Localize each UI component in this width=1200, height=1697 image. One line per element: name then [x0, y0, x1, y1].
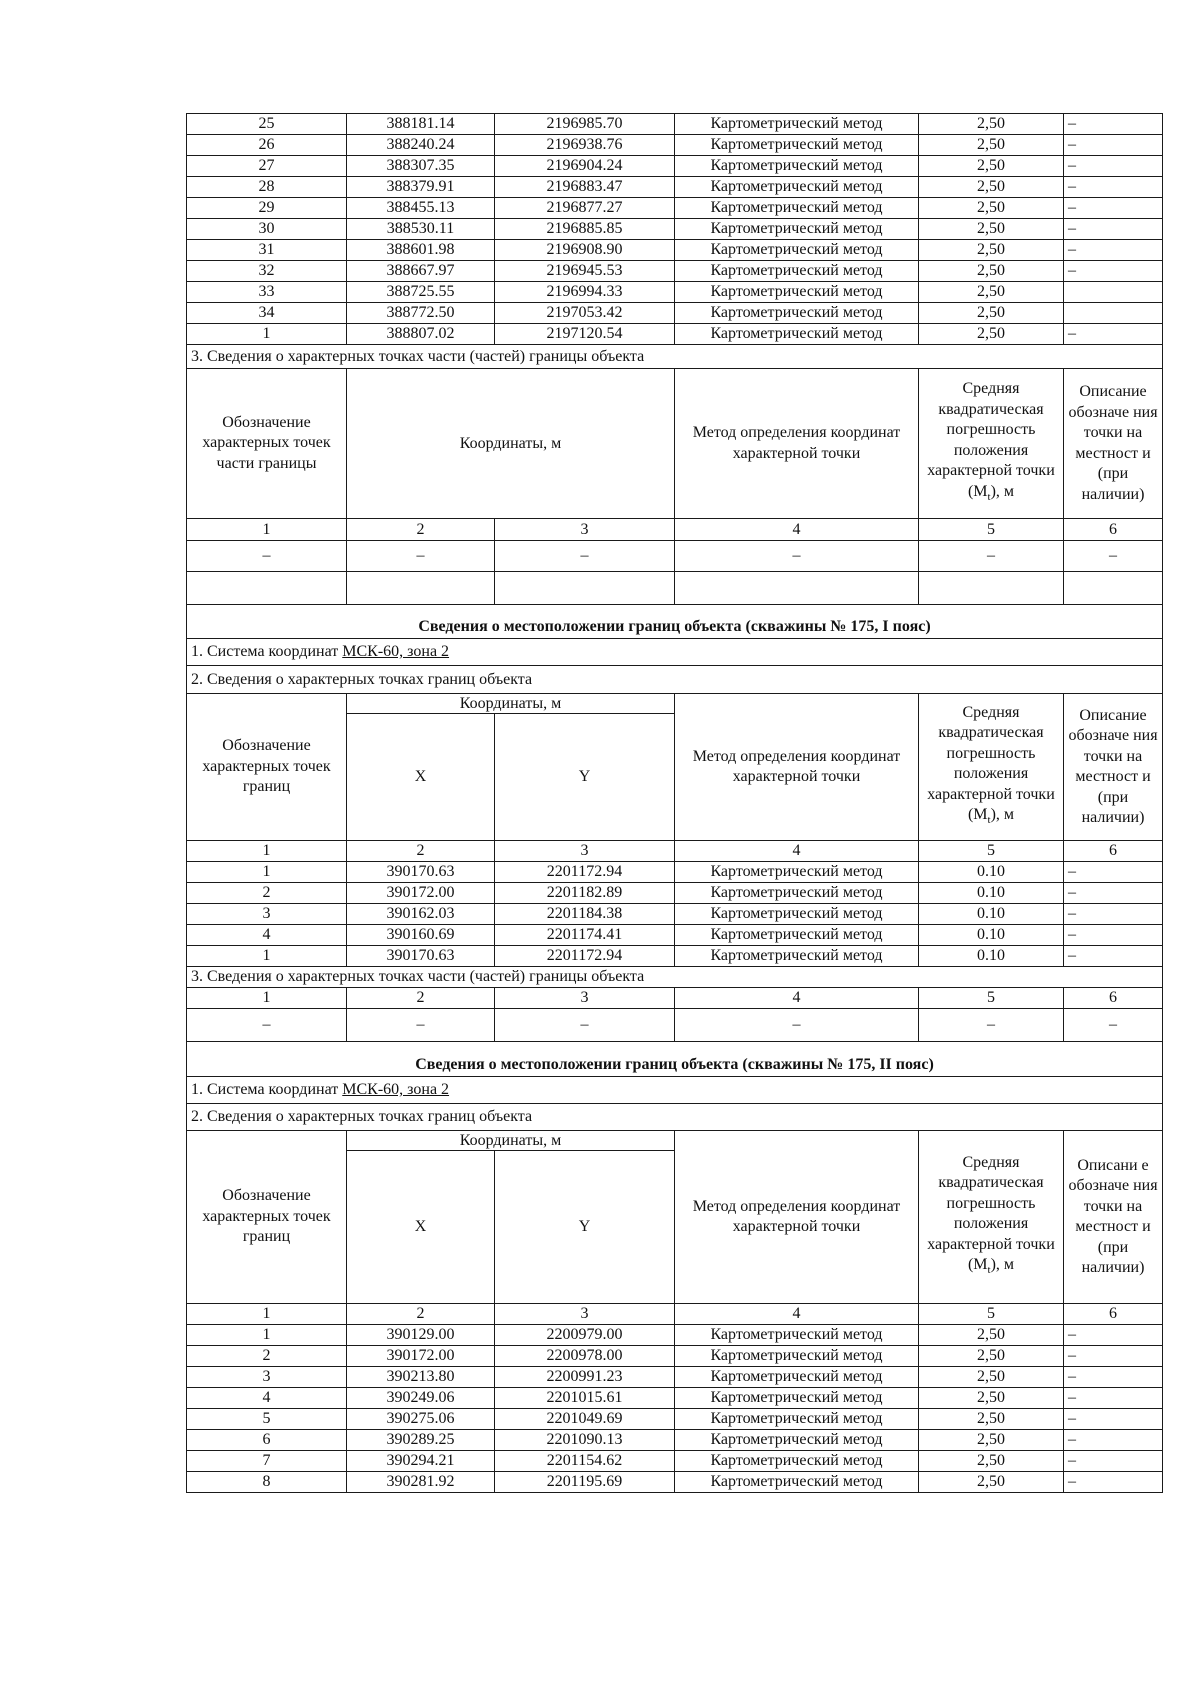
method: Картометрический метод [675, 240, 919, 261]
point-row [187, 324, 1163, 345]
column-number: 3 [495, 1304, 675, 1325]
empty-cell [1064, 572, 1163, 605]
point-number: 2 [187, 1346, 347, 1367]
accuracy-subscript: t [987, 814, 991, 827]
method: Картометрический метод [675, 1409, 919, 1430]
coord-y: 2201182.89 [495, 883, 675, 904]
point-row [187, 1472, 1163, 1493]
point-row [187, 925, 1163, 946]
point-number: 2 [187, 883, 347, 904]
method: Картометрический метод [675, 198, 919, 219]
document-sheet [186, 113, 1162, 1493]
coord-y: 2201174.41 [495, 925, 675, 946]
method-header: Метод определения координат характерной точки [675, 1131, 919, 1304]
point-row [187, 219, 1163, 240]
column-number-row [187, 1304, 1163, 1325]
description: – [1064, 240, 1163, 261]
points-heading: 2. Сведения о характерных точках границ объекта [187, 666, 1163, 694]
description-header: Описание обозначе ния точки на местност и (при наличии) [1064, 694, 1163, 841]
coord-system-value: МСК-60, зона 2 [342, 643, 450, 660]
coord-x: 390213.80 [347, 1367, 495, 1388]
point-row [187, 198, 1163, 219]
method: Картометрический метод [675, 324, 919, 345]
column-number: 1 [187, 988, 347, 1009]
coord-x: 388725.55 [347, 282, 495, 303]
points-heading: 2. Сведения о характерных точках границ объекта [187, 1104, 1163, 1131]
column-number: 2 [347, 988, 495, 1009]
accuracy: 0.10 [919, 925, 1064, 946]
accuracy-header [919, 369, 1064, 519]
point-row [187, 240, 1163, 261]
points-heading [187, 666, 1163, 694]
coord-system-label: 1. Система координат [191, 643, 343, 660]
coord-x: 390281.92 [347, 1472, 495, 1493]
coord-x: 388307.35 [347, 156, 495, 177]
column-number: 6 [1064, 1304, 1163, 1325]
accuracy: 2,50 [919, 282, 1064, 303]
dash-cell: – [919, 1009, 1064, 1042]
accuracy-header [919, 694, 1064, 841]
coord-x: 388181.14 [347, 114, 495, 135]
dash-cell: – [675, 1009, 919, 1042]
accuracy-header-text: Средняя квадратическая погрешность положения характерной точки (M [927, 1153, 1055, 1274]
accuracy: 2,50 [919, 177, 1064, 198]
section-title: Сведения о местоположении границ объекта (скважины № 175, II пояс) [187, 1042, 1163, 1077]
description: – [1064, 114, 1163, 135]
description: – [1064, 1367, 1163, 1388]
method: Картометрический метод [675, 1388, 919, 1409]
parts-heading: 3. Сведения о характерных точках части (частей) границы объекта [187, 967, 1163, 988]
point-number: 30 [187, 219, 347, 240]
coord-x: 388379.91 [347, 177, 495, 198]
coord-y: 2196885.85 [495, 219, 675, 240]
column-number: 6 [1064, 841, 1163, 862]
description: – [1064, 1430, 1163, 1451]
coord-system [187, 639, 1163, 666]
coord-x: 388772.50 [347, 303, 495, 324]
method: Картометрический метод [675, 883, 919, 904]
point-number: 3 [187, 904, 347, 925]
coord-system [187, 1077, 1163, 1104]
empty-dash-row [187, 541, 1163, 572]
designation-header: Обозначение характерных точек границ [187, 694, 347, 841]
section-title: Сведения о местоположении границ объекта (скважины № 175, I пояс) [187, 605, 1163, 639]
description: – [1064, 1409, 1163, 1430]
designation-header: Обозначение характерных точек части границы [187, 369, 347, 519]
accuracy: 2,50 [919, 219, 1064, 240]
table-body [187, 114, 1163, 1493]
method: Картометрический метод [675, 1346, 919, 1367]
point-row [187, 114, 1163, 135]
point-number: 34 [187, 303, 347, 324]
point-row [187, 862, 1163, 883]
parts-heading [187, 345, 1163, 369]
accuracy: 0.10 [919, 904, 1064, 925]
column-number: 5 [919, 841, 1064, 862]
accuracy: 2,50 [919, 240, 1064, 261]
coord-x: 388530.11 [347, 219, 495, 240]
section-title [187, 1042, 1163, 1077]
description: – [1064, 1472, 1163, 1493]
coord-y: 2201154.62 [495, 1451, 675, 1472]
accuracy: 0.10 [919, 883, 1064, 904]
coord-y: 2201195.69 [495, 1472, 675, 1493]
point-row [187, 135, 1163, 156]
description: – [1064, 177, 1163, 198]
point-number: 32 [187, 261, 347, 282]
coord-y: 2201049.69 [495, 1409, 675, 1430]
dash-cell: – [675, 541, 919, 572]
point-number: 28 [187, 177, 347, 198]
column-number: 5 [919, 519, 1064, 541]
header-row [187, 694, 1163, 714]
accuracy-header-suffix: ), м [990, 482, 1015, 500]
coord-y: 2196883.47 [495, 177, 675, 198]
y-header: Y [495, 714, 675, 841]
column-number: 6 [1064, 519, 1163, 541]
method: Картометрический метод [675, 177, 919, 198]
accuracy: 2,50 [919, 1430, 1064, 1451]
accuracy: 2,50 [919, 1409, 1064, 1430]
column-number: 3 [495, 988, 675, 1009]
point-row [187, 1346, 1163, 1367]
description: – [1064, 1388, 1163, 1409]
description: – [1064, 1325, 1163, 1346]
empty-cell [347, 572, 495, 605]
points-heading [187, 1104, 1163, 1131]
empty-cell [495, 572, 675, 605]
accuracy: 2,50 [919, 1388, 1064, 1409]
description: – [1064, 198, 1163, 219]
accuracy: 2,50 [919, 1346, 1064, 1367]
coord-y: 2196877.27 [495, 198, 675, 219]
method: Картометрический метод [675, 1430, 919, 1451]
point-number: 3 [187, 1367, 347, 1388]
coord-x: 390172.00 [347, 883, 495, 904]
coord-x: 390129.00 [347, 1325, 495, 1346]
coord-x: 388240.24 [347, 135, 495, 156]
coord-y: 2196945.53 [495, 261, 675, 282]
empty-cell [187, 572, 347, 605]
y-header: Y [495, 1151, 675, 1304]
dash-cell: – [187, 1009, 347, 1042]
coord-x: 388601.98 [347, 240, 495, 261]
point-row [187, 883, 1163, 904]
point-row [187, 1451, 1163, 1472]
coord-y: 2200991.23 [495, 1367, 675, 1388]
accuracy: 2,50 [919, 198, 1064, 219]
point-number: 31 [187, 240, 347, 261]
coord-x: 390172.00 [347, 1346, 495, 1367]
description-header: Описание обозначе ния точки на местност и (при наличии) [1064, 369, 1163, 519]
description: – [1064, 1346, 1163, 1367]
description: – [1064, 156, 1163, 177]
point-row [187, 1388, 1163, 1409]
description: – [1064, 883, 1163, 904]
parts-heading: 3. Сведения о характерных точках части (частей) границы объекта [187, 345, 1163, 369]
method: Картометрический метод [675, 1472, 919, 1493]
column-number: 1 [187, 841, 347, 862]
accuracy: 2,50 [919, 1472, 1064, 1493]
accuracy: 0.10 [919, 862, 1064, 883]
coord-y: 2197120.54 [495, 324, 675, 345]
description: – [1064, 1451, 1163, 1472]
accuracy: 0.10 [919, 946, 1064, 967]
empty-dash-row [187, 1009, 1163, 1042]
column-number: 1 [187, 1304, 347, 1325]
x-header: X [347, 714, 495, 841]
method: Картометрический метод [675, 303, 919, 324]
column-number: 5 [919, 988, 1064, 1009]
method: Картометрический метод [675, 135, 919, 156]
point-row [187, 1367, 1163, 1388]
method: Картометрический метод [675, 925, 919, 946]
method: Картометрический метод [675, 114, 919, 135]
header-row [187, 1131, 1163, 1151]
description: – [1064, 324, 1163, 345]
column-number-row [187, 841, 1163, 862]
point-number: 1 [187, 324, 347, 345]
accuracy: 2,50 [919, 114, 1064, 135]
column-number: 3 [495, 841, 675, 862]
point-number: 25 [187, 114, 347, 135]
coord-y: 2196904.24 [495, 156, 675, 177]
method-header: Метод определения координат характерной точки [675, 694, 919, 841]
description [1064, 303, 1163, 324]
description: – [1064, 261, 1163, 282]
accuracy: 2,50 [919, 324, 1064, 345]
accuracy-subscript: t [987, 1264, 991, 1277]
column-number: 1 [187, 519, 347, 541]
column-number: 6 [1064, 988, 1163, 1009]
coord-y: 2201090.13 [495, 1430, 675, 1451]
coord-y: 2200979.00 [495, 1325, 675, 1346]
coord-system-row [187, 639, 1163, 666]
point-row [187, 261, 1163, 282]
column-number: 2 [347, 841, 495, 862]
coord-x: 388455.13 [347, 198, 495, 219]
coord-system-value: МСК-60, зона 2 [342, 1081, 450, 1098]
accuracy-header-suffix: ), м [990, 1256, 1015, 1274]
point-number: 4 [187, 925, 347, 946]
point-number: 5 [187, 1409, 347, 1430]
description: – [1064, 862, 1163, 883]
point-number: 29 [187, 198, 347, 219]
method: Картометрический метод [675, 282, 919, 303]
boundary-table [186, 113, 1163, 1493]
empty-row [187, 572, 1163, 605]
empty-cell [919, 572, 1064, 605]
point-row [187, 1325, 1163, 1346]
column-number: 3 [495, 519, 675, 541]
coords-header: Координаты, м [347, 694, 675, 714]
dash-cell: – [919, 541, 1064, 572]
coord-x: 388807.02 [347, 324, 495, 345]
point-number: 6 [187, 1430, 347, 1451]
coord-system-row [187, 1077, 1163, 1104]
coords-header: Координаты, м [347, 369, 675, 519]
dash-cell: – [1064, 541, 1163, 572]
description: – [1064, 946, 1163, 967]
method: Картометрический метод [675, 261, 919, 282]
point-number: 7 [187, 1451, 347, 1472]
method: Картометрический метод [675, 1367, 919, 1388]
coord-y: 2201015.61 [495, 1388, 675, 1409]
method: Картометрический метод [675, 862, 919, 883]
designation-header: Обозначение характерных точек границ [187, 1131, 347, 1304]
dash-cell: – [1064, 1009, 1163, 1042]
coords-header: Координаты, м [347, 1131, 675, 1151]
coord-x: 390170.63 [347, 946, 495, 967]
point-number: 33 [187, 282, 347, 303]
coord-y: 2196908.90 [495, 240, 675, 261]
coord-y: 2196985.70 [495, 114, 675, 135]
dash-cell: – [347, 1009, 495, 1042]
coord-x: 390289.25 [347, 1430, 495, 1451]
description: – [1064, 219, 1163, 240]
accuracy: 2,50 [919, 303, 1064, 324]
coord-x: 390294.21 [347, 1451, 495, 1472]
accuracy-header [919, 1131, 1064, 1304]
dash-cell: – [187, 541, 347, 572]
dash-cell: – [495, 541, 675, 572]
coord-x: 390170.63 [347, 862, 495, 883]
coord-y: 2196994.33 [495, 282, 675, 303]
dash-cell: – [495, 1009, 675, 1042]
column-number: 2 [347, 1304, 495, 1325]
accuracy: 2,50 [919, 1367, 1064, 1388]
description: – [1064, 904, 1163, 925]
point-number: 26 [187, 135, 347, 156]
coord-y: 2201172.94 [495, 946, 675, 967]
column-number: 5 [919, 1304, 1064, 1325]
accuracy-header-suffix: ), м [990, 806, 1015, 824]
dash-cell: – [347, 541, 495, 572]
coord-y: 2201184.38 [495, 904, 675, 925]
accuracy: 2,50 [919, 1451, 1064, 1472]
point-row [187, 156, 1163, 177]
coord-y: 2196938.76 [495, 135, 675, 156]
section-title [187, 605, 1163, 639]
method: Картометрический метод [675, 156, 919, 177]
coord-x: 388667.97 [347, 261, 495, 282]
description-header: Описани е обозначе ния точки на местност и (при наличии) [1064, 1131, 1163, 1304]
coord-x: 390275.06 [347, 1409, 495, 1430]
coord-system-label: 1. Система координат [191, 1081, 343, 1098]
method-header: Метод определения координат характерной точки [675, 369, 919, 519]
coord-x: 390162.03 [347, 904, 495, 925]
coord-y: 2200978.00 [495, 1346, 675, 1367]
coord-x: 390249.06 [347, 1388, 495, 1409]
accuracy: 2,50 [919, 261, 1064, 282]
point-number: 1 [187, 946, 347, 967]
column-number: 4 [675, 1304, 919, 1325]
method: Картометрический метод [675, 904, 919, 925]
point-row [187, 1409, 1163, 1430]
point-row [187, 904, 1163, 925]
method: Картометрический метод [675, 946, 919, 967]
point-row [187, 303, 1163, 324]
x-header: X [347, 1151, 495, 1304]
coord-y: 2197053.42 [495, 303, 675, 324]
column-number: 4 [675, 519, 919, 541]
description: – [1064, 135, 1163, 156]
point-number: 8 [187, 1472, 347, 1493]
point-row [187, 177, 1163, 198]
parts-heading [187, 967, 1163, 988]
method: Картометрический метод [675, 219, 919, 240]
accuracy: 2,50 [919, 135, 1064, 156]
column-number-row [187, 988, 1163, 1009]
description [1064, 282, 1163, 303]
coord-y: 2201172.94 [495, 862, 675, 883]
point-row [187, 282, 1163, 303]
point-number: 4 [187, 1388, 347, 1409]
column-number: 4 [675, 988, 919, 1009]
accuracy-header-text: Средняя квадратическая погрешность положения характерной точки (M [927, 380, 1055, 500]
empty-cell [675, 572, 919, 605]
point-row [187, 1430, 1163, 1451]
column-number-row [187, 519, 1163, 541]
accuracy-header-text: Средняя квадратическая погрешность положения характерной точки (M [927, 703, 1055, 824]
column-number: 2 [347, 519, 495, 541]
method: Картометрический метод [675, 1451, 919, 1472]
method: Картометрический метод [675, 1325, 919, 1346]
column-number: 4 [675, 841, 919, 862]
accuracy: 2,50 [919, 1325, 1064, 1346]
point-number: 27 [187, 156, 347, 177]
point-number: 1 [187, 862, 347, 883]
coord-x: 390160.69 [347, 925, 495, 946]
point-number: 1 [187, 1325, 347, 1346]
accuracy: 2,50 [919, 156, 1064, 177]
accuracy-subscript: t [987, 491, 991, 504]
description: – [1064, 925, 1163, 946]
point-row [187, 946, 1163, 967]
header-row [187, 369, 1163, 519]
